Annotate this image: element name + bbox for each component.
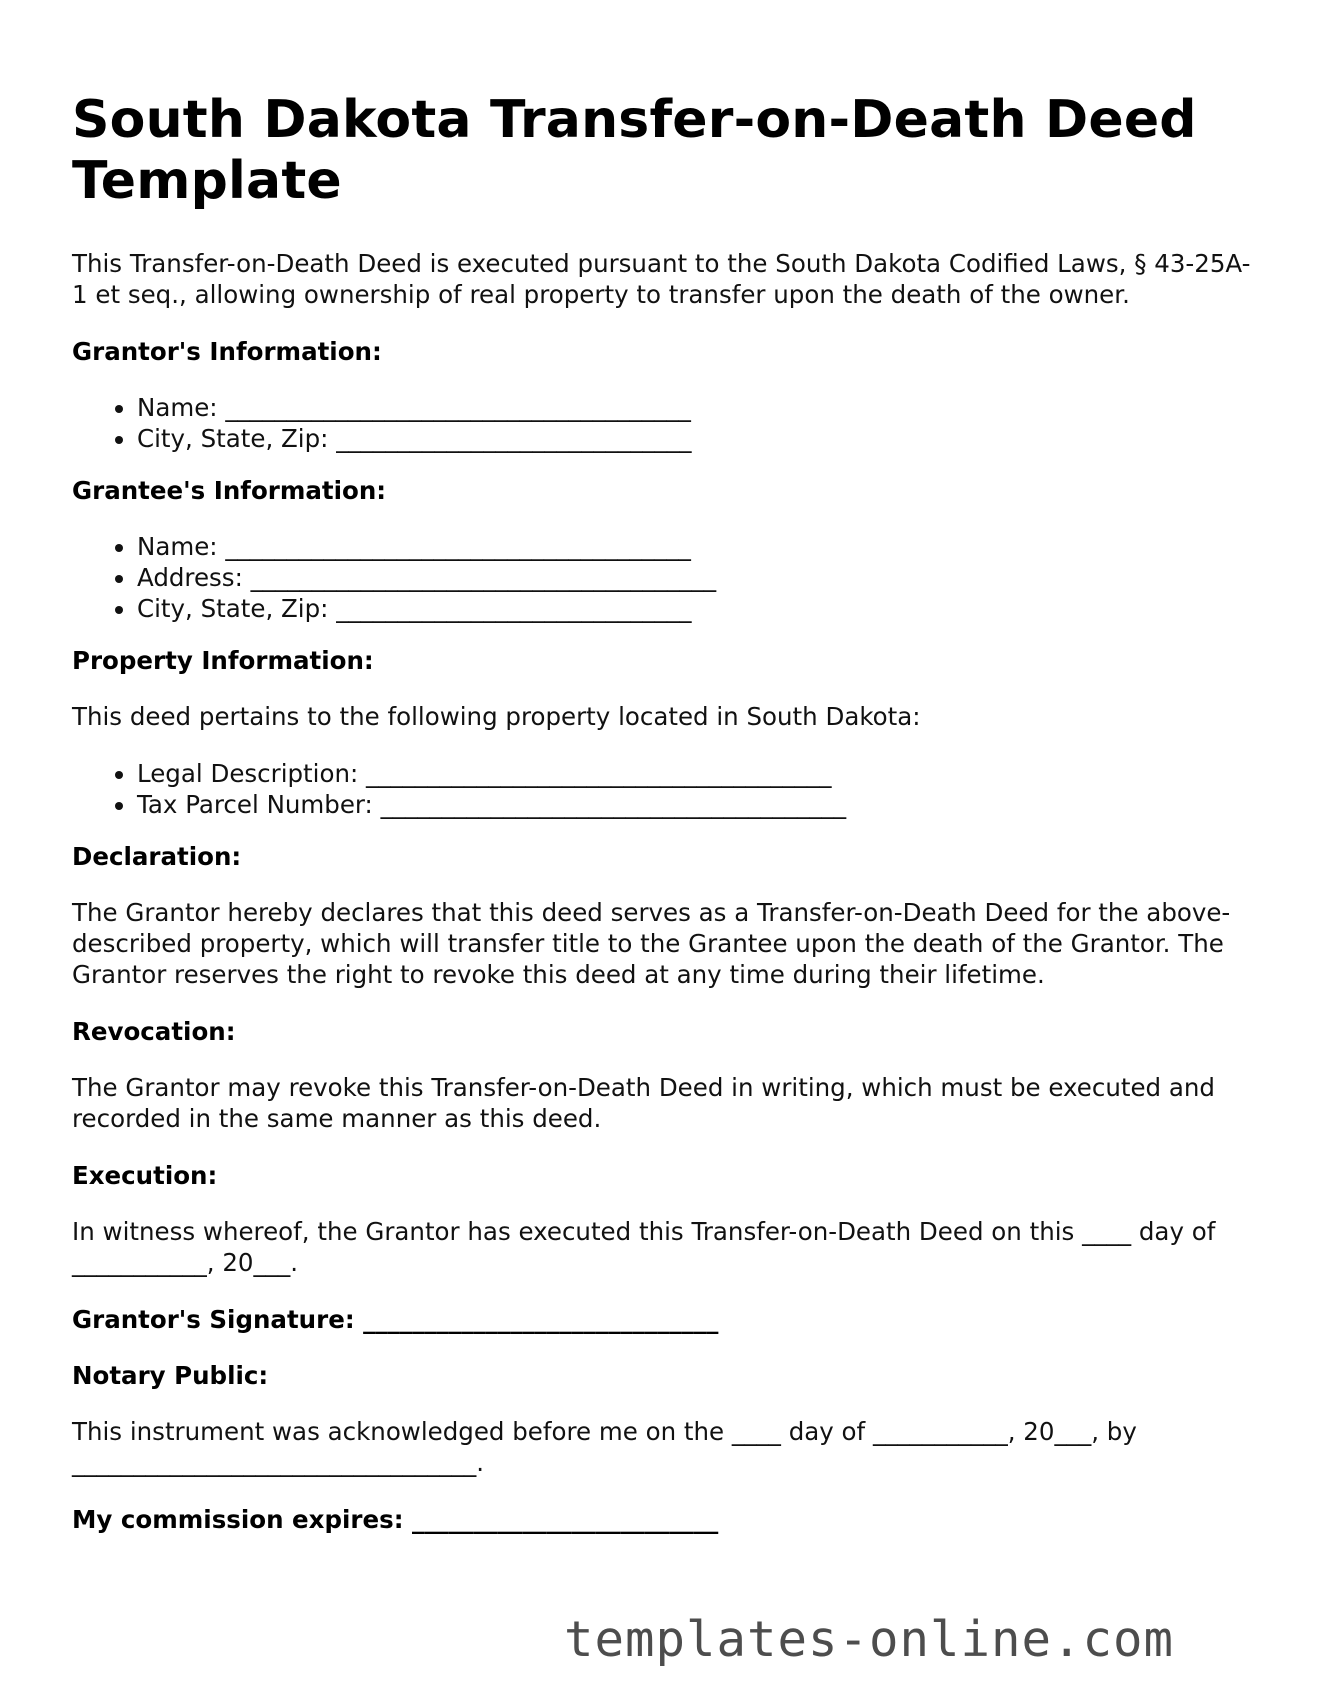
- grantor-field-list: [72, 392, 1262, 454]
- notary-text: This instrument was acknowledged before me on the ____ day of ___________, 20___, by _________________________________.: [72, 1417, 1137, 1477]
- property-intro: This deed pertains to the following property located in South Dakota:: [72, 702, 921, 731]
- grantor-heading: Grantor's Information:: [72, 337, 382, 366]
- grantee-address-field: • Address: ______________________________________: [137, 562, 1262, 593]
- execution-heading: Execution:: [72, 1161, 218, 1190]
- commission-expires-line: My commission expires: _________________________: [72, 1505, 719, 1534]
- grantor-name-field: • Name: ______________________________________: [137, 392, 1262, 423]
- revocation-text: The Grantor may revoke this Transfer-on-Death Deed in writing, which must be executed and recorded in the same manner as this deed.: [72, 1073, 1215, 1133]
- grantee-name-field: • Name: ______________________________________: [137, 531, 1262, 562]
- declaration-text: The Grantor hereby declares that this deed serves as a Transfer-on-Death Deed for the above-described property, which will transfer title to the Grantee upon the death of the Grantor. The Grantor reserves the right to revoke this deed at any time during their lifetime.: [72, 898, 1231, 989]
- grantor-city-state-zip-field: • City, State, Zip: _____________________________: [137, 423, 1262, 454]
- tax-parcel-number-field: • Tax Parcel Number: ______________________________________: [137, 789, 1262, 820]
- grantor-signature-line: Grantor's Signature: _____________________________: [72, 1305, 719, 1334]
- document-page: [72, 90, 1262, 1560]
- notary-heading: Notary Public:: [72, 1361, 269, 1390]
- declaration-heading: Declaration:: [72, 842, 242, 871]
- execution-text: In witness whereof, the Grantor has executed this Transfer-on-Death Deed on this ____ day of ___________, 20___.: [72, 1217, 1216, 1277]
- property-field-list: [72, 758, 1262, 820]
- grantee-heading: Grantee's Information:: [72, 476, 387, 505]
- revocation-heading: Revocation:: [72, 1017, 236, 1046]
- grantee-field-list: [72, 531, 1262, 624]
- grantee-city-state-zip-field: • City, State, Zip: _____________________________: [137, 593, 1262, 624]
- intro-paragraph: This Transfer-on-Death Deed is executed pursuant to the South Dakota Codified Laws, § 43-25A-1 et seq., allowing ownership of real property to transfer upon the death of the owner.: [72, 249, 1251, 309]
- watermark-text: templates-online.com: [563, 1611, 1174, 1668]
- legal-description-field: • Legal Description: ______________________________________: [137, 758, 1262, 789]
- property-heading: Property Information:: [72, 646, 374, 675]
- document-title: South Dakota Transfer-on-Death Deed Template: [72, 90, 1197, 211]
